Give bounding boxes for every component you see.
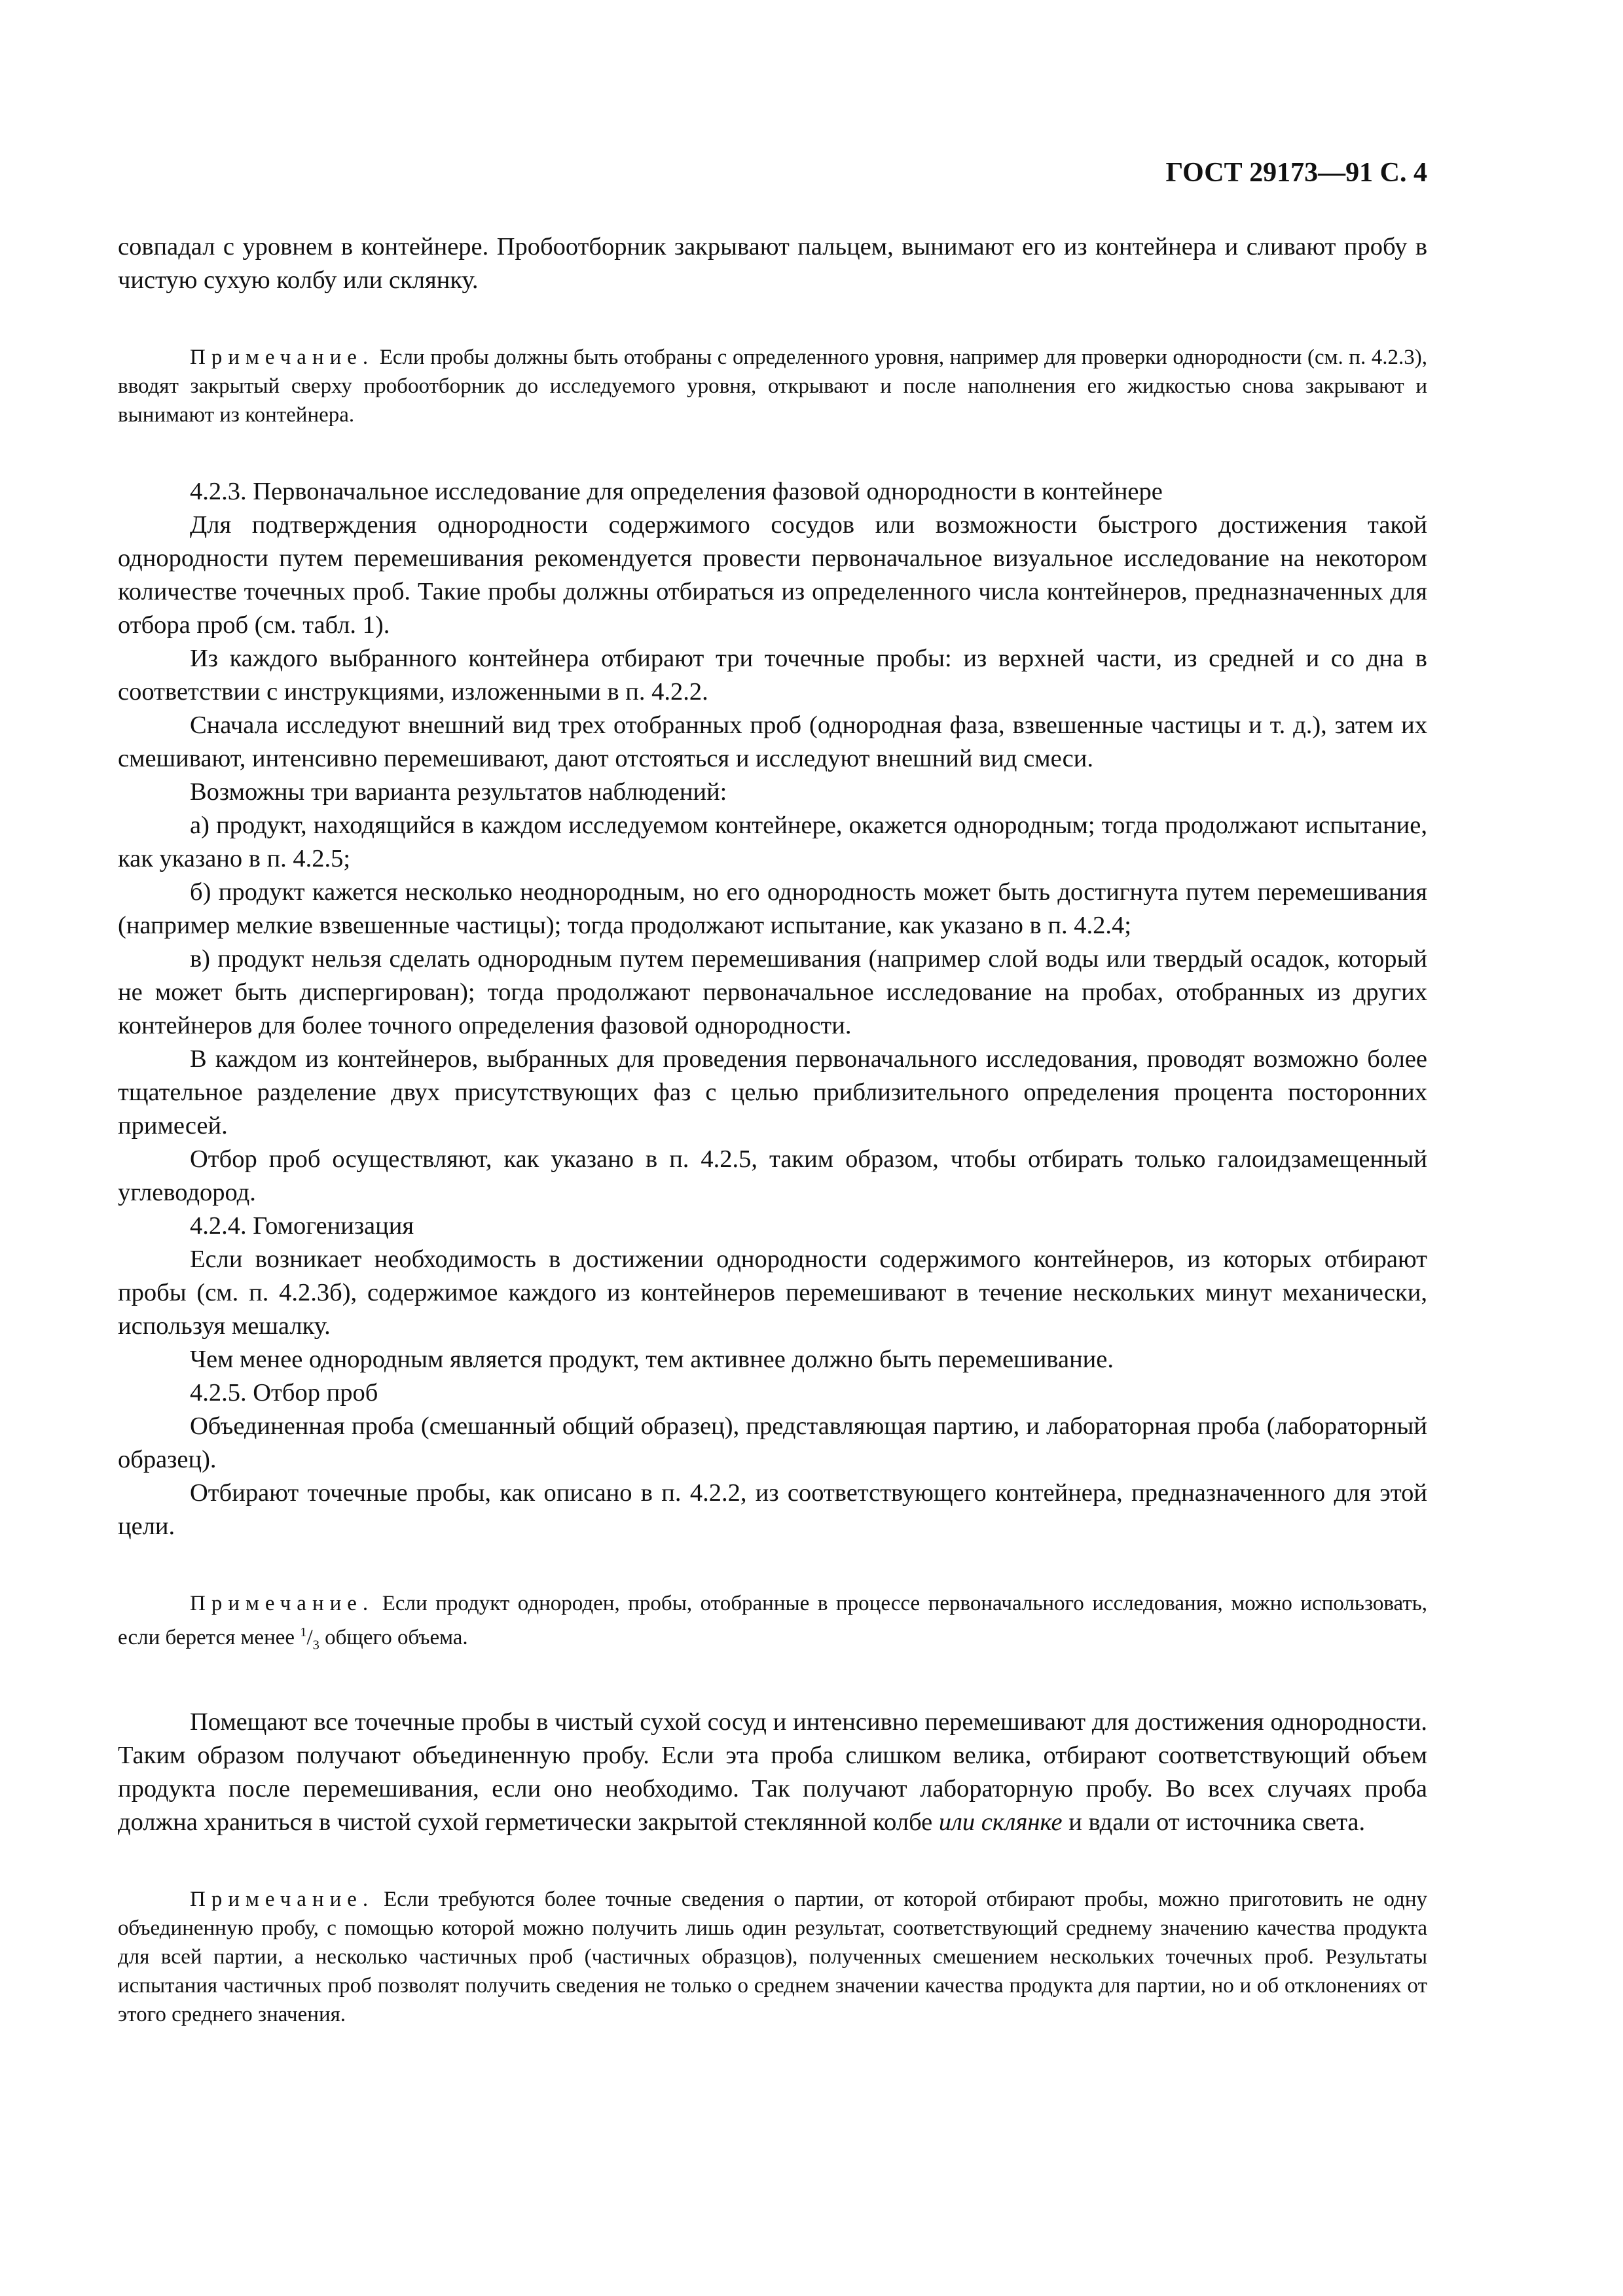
italic-phrase: или склянке xyxy=(938,1808,1063,1836)
note-text: Если требуются более точные сведения о партии, от которой отбирают пробы, можно приготовить не одну объединенную пробу, с помощью которой можно получить лишь один результат, соответствующий среднему значению качества продукта для всей партии, а несколько частичных проб (частичных образцов), полученных смешением нескольких точечных проб. Результаты испытания частичных проб позволят получить сведения не только о среднем значении качества продукта для партии, но и об отклонениях от этого среднего значения. xyxy=(118,1887,1427,2026)
section-4-2-3-paragraph: Отбор проб осуществляют, как указано в п. 4.2.5, таким образом, чтобы отбирать только галоидзамещенный углеводород. xyxy=(118,1145,1427,1206)
section-4-2-3-paragraph: Для подтверждения однородности содержимого сосудов или возможности быстрого достижения такой однородности путем перемешивания рекомендуется провести первоначальное визуальное исследование на некотором количестве точечных проб. Такие пробы должны отбираться из определенного числа контейнеров, предназначенных для отбора проб (см. табл. 1). xyxy=(118,511,1427,639)
note-text: общего объема. xyxy=(319,1626,468,1649)
section-4-2-5-paragraph: Объединенная проба (смешанный общий образец), представляющая партию, и лабораторная проба (лабораторный образец). xyxy=(118,1412,1427,1473)
section-4-2-3-title: 4.2.3. Первоначальное исследование для определения фазовой однородности в контейнере xyxy=(190,478,1163,505)
section-4-2-4-paragraph: Чем менее однородным является продукт, тем активнее должно быть перемешивание. xyxy=(190,1346,1114,1373)
section-4-2-4-paragraph: Если возникает необходимость в достижении однородности содержимого контейнеров, из которых отбирают пробы (см. п. 4.2.3б), содержимое каждого из контейнеров перемешивают в течение нескольких минут механически, используя мешалку. xyxy=(118,1246,1427,1340)
section-4-2-5-title: 4.2.5. Отбор проб xyxy=(190,1379,378,1407)
section-4-2-3-paragraph: Возможны три варианта результатов наблюдений: xyxy=(190,778,727,806)
list-item-c: в) продукт нельзя сделать однородным путем перемешивания (например слой воды или твердый осадок, который не может быть диспергирован); тогда продолжают первоначальное исследование на пробах, отобранных из других контейнеров для более точного определения фазовой однородности. xyxy=(118,945,1427,1039)
section-4-2-5-paragraph: Отбирают точечные пробы, как описано в п. 4.2.2, из соответствующего контейнера, предназначенного для этой цели. xyxy=(118,1479,1427,1540)
final-paragraph: Помещают все точечные пробы в чистый сухой сосуд и интенсивно перемешивают для достижения однородности. Таким образом получают объединенную пробу. Если эта проба слишком велика, отбирают соответствующий объем продукта после перемешивания, если оно необходимо. Так получают лабораторную пробу. Во всех случаях проба должна храниться в чистой сухой герметически закрытой стеклянной колбе или склянке и вдали от источника света. xyxy=(118,1708,1427,1836)
fraction-one-third: $^1/_3$ xyxy=(300,1625,319,1653)
continuation-paragraph: совпадал с уровнем в контейнере. Пробоотборник закрывают пальцем, вынимают его из контейнера и сливают пробу в чистую сухую колбу или склянку. xyxy=(118,233,1427,294)
note-1 xyxy=(118,343,1427,429)
note-label: Примечание. xyxy=(190,346,374,369)
section-4-2-3-paragraph: Из каждого выбранного контейнера отбирают три точечные пробы: из верхней части, из средней и со дна в соответствии с инструкциями, изложенными в п. 4.2.2. xyxy=(118,645,1427,706)
note-text: Если продукт однороден, пробы, отобранные в процессе первоначального исследования, можно использовать, если берется менее xyxy=(118,1592,1427,1649)
note-text: Если пробы должны быть отобраны с определенного уровня, например для проверки однородности (см. п. 4.2.3), вводят закрытый сверху пробоотборник до исследуемого уровня, открывают и после наполнения его жидкостью снова закрывают и вынимают из контейнера. xyxy=(118,346,1427,427)
section-4-2-4-title: 4.2.4. Гомогенизация xyxy=(190,1212,414,1240)
list-item-b: б) продукт кажется несколько неоднородным, но его однородность может быть достигнута путем перемешивания (например мелкие взвешенные частицы); тогда продолжают испытание, как указано в п. 4.2.4; xyxy=(118,878,1427,939)
note-label: Примечание. xyxy=(190,1887,374,1911)
note-label: Примечание. xyxy=(190,1592,374,1615)
note-3 xyxy=(118,1885,1427,2029)
note-2 xyxy=(118,1589,1427,1660)
section-4-2-3-paragraph: Сначала исследуют внешний вид трех отобранных проб (однородная фаза, взвешенные частицы и т. д.), затем их смешивают, интенсивно перемешивают, дают отстояться и исследуют внешний вид смеси. xyxy=(118,711,1427,772)
section-4-2-3-paragraph: В каждом из контейнеров, выбранных для проведения первоначального исследования, проводят возможно более тщательное разделение двух присутствующих фаз с целью приблизительного определения процента посторонних примесей. xyxy=(118,1045,1427,1139)
page-header: ГОСТ 29173—91 С. 4 xyxy=(1165,158,1427,188)
document-body xyxy=(118,230,1427,2029)
list-item-a: а) продукт, находящийся в каждом исследуемом контейнере, окажется однородным; тогда продолжают испытание, как указано в п. 4.2.5; xyxy=(118,812,1427,872)
